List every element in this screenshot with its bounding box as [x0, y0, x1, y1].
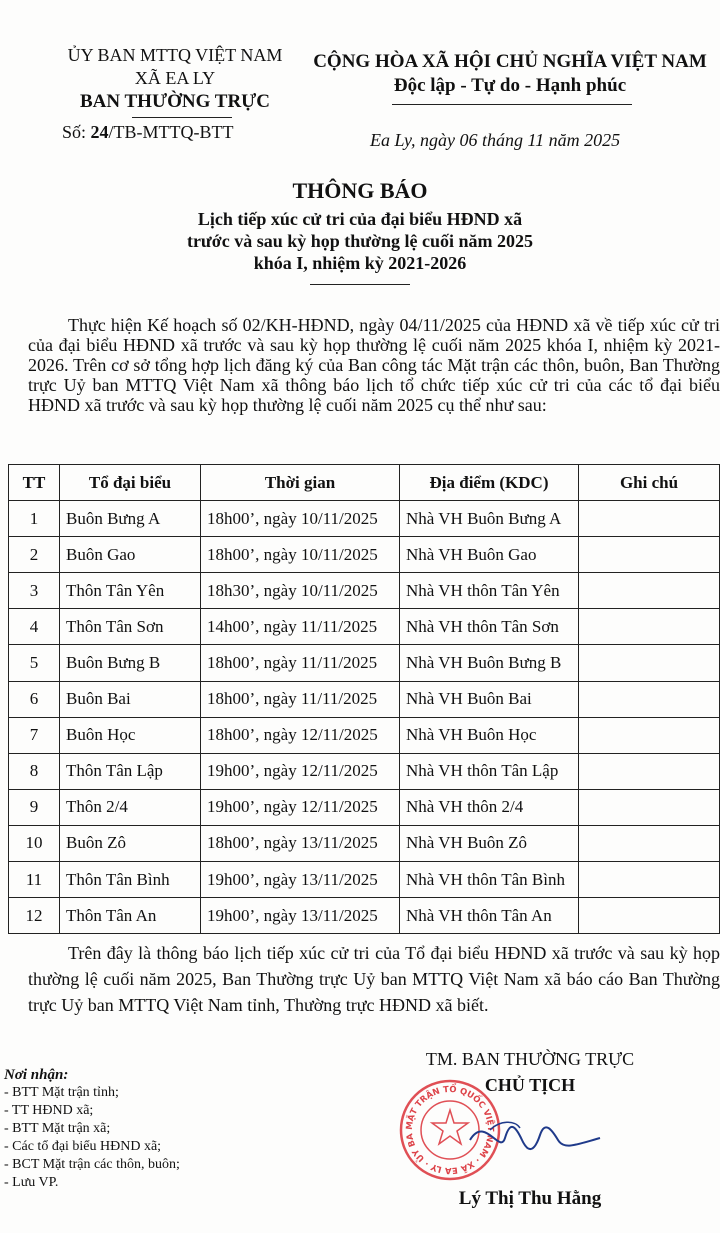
recipient-item: - BTT Mặt trận xã; — [4, 1121, 111, 1136]
cell-tt: 6 — [9, 681, 60, 717]
cell-note — [579, 898, 720, 934]
cell-note — [579, 573, 720, 609]
cell-time: 18h00’, ngày 10/11/2025 — [201, 537, 400, 573]
table-row — [9, 609, 720, 645]
cell-group: Thôn 2/4 — [60, 789, 201, 825]
cell-note — [579, 609, 720, 645]
cell-time: 18h00’, ngày 12/11/2025 — [201, 717, 400, 753]
table-row — [9, 862, 720, 898]
cell-place: Nhà VH Buôn Bưng B — [400, 645, 579, 681]
cell-group: Thôn Tân Sơn — [60, 609, 201, 645]
document-number-value: 24 — [90, 122, 109, 142]
col-header-place: Địa điểm (KDC) — [400, 465, 579, 501]
table-row — [9, 681, 720, 717]
document-title: THÔNG BÁO — [292, 178, 428, 203]
cell-group: Buôn Zô — [60, 825, 201, 861]
cell-time: 14h00’, ngày 11/11/2025 — [201, 609, 400, 645]
table-row — [9, 573, 720, 609]
cell-place: Nhà VH thôn Tân Lập — [400, 753, 579, 789]
subtitle-line-3: khóa I, nhiệm kỳ 2021-2026 — [253, 253, 467, 273]
col-header-group: Tổ đại biểu — [60, 465, 201, 501]
cell-tt: 8 — [9, 753, 60, 789]
schedule-table — [8, 464, 720, 934]
cell-time: 18h30’, ngày 10/11/2025 — [201, 573, 400, 609]
signature-graphic — [460, 1110, 610, 1170]
cell-note — [579, 789, 720, 825]
cell-group: Buôn Học — [60, 717, 201, 753]
table-row — [9, 537, 720, 573]
handwritten-signature — [460, 1110, 610, 1175]
cell-note — [579, 681, 720, 717]
cell-tt: 7 — [9, 717, 60, 753]
motto-underline — [392, 104, 632, 105]
cell-note — [579, 753, 720, 789]
national-heading — [300, 50, 720, 98]
recipient-item: - TT HĐND xã; — [4, 1103, 94, 1118]
cell-time: 19h00’, ngày 13/11/2025 — [201, 898, 400, 934]
table-row — [9, 717, 720, 753]
cell-group: Thôn Tân Lập — [60, 753, 201, 789]
cell-place: Nhà VH thôn Tân Yên — [400, 573, 579, 609]
cell-group: Buôn Bưng B — [60, 645, 201, 681]
cell-place: Nhà VH thôn 2/4 — [400, 789, 579, 825]
national-title: CỘNG HÒA XÃ HỘI CHỦ NGHĨA VIỆT NAM — [313, 51, 707, 72]
cell-time: 18h00’, ngày 10/11/2025 — [201, 501, 400, 537]
table-row — [9, 645, 720, 681]
table-row — [9, 898, 720, 934]
cell-tt: 10 — [9, 825, 60, 861]
cell-tt: 3 — [9, 573, 60, 609]
document-date: Ea Ly, ngày 06 tháng 11 năm 2025 — [370, 130, 621, 150]
cell-note — [579, 501, 720, 537]
cell-place: Nhà VH Buôn Gao — [400, 537, 579, 573]
cell-tt: 11 — [9, 862, 60, 898]
cell-place: Nhà VH thôn Tân Sơn — [400, 609, 579, 645]
recipient-item: - BTT Mặt trận tỉnh; — [4, 1085, 119, 1100]
cell-tt: 5 — [9, 645, 60, 681]
recipients-label: Nơi nhận: — [4, 1067, 69, 1083]
cell-place: Nhà VH thôn Tân An — [400, 898, 579, 934]
cell-tt: 1 — [9, 501, 60, 537]
table-body — [9, 501, 720, 934]
cell-group: Buôn Gao — [60, 537, 201, 573]
recipients-block — [4, 1066, 180, 1192]
svg-text:MẶT TRẬN TỔ QUỐC VIỆT NAM · XÃ: MẶT TRẬN TỔ QUỐC VIỆT NAM · XÃ EA LY · ỦY BA — [404, 1084, 496, 1176]
cell-time: 19h00’, ngày 12/11/2025 — [201, 753, 400, 789]
subtitle-line-2: trước và sau kỳ họp thường lệ cuối năm 2025 — [186, 231, 534, 251]
document-subtitle — [0, 208, 720, 274]
col-header-tt: TT — [9, 465, 60, 501]
cell-note — [579, 862, 720, 898]
cell-time: 19h00’, ngày 12/11/2025 — [201, 789, 400, 825]
cell-note — [579, 717, 720, 753]
cell-note — [579, 825, 720, 861]
subtitle-underline — [310, 284, 410, 285]
cell-time: 19h00’, ngày 13/11/2025 — [201, 862, 400, 898]
cell-tt: 9 — [9, 789, 60, 825]
cell-tt: 4 — [9, 609, 60, 645]
document-number-prefix: Số: — [62, 122, 91, 142]
cell-place: Nhà VH thôn Tân Bình — [400, 862, 579, 898]
cell-tt: 2 — [9, 537, 60, 573]
cell-group: Thôn Tân Yên — [60, 573, 201, 609]
recipient-item: - Lưu VP. — [4, 1175, 59, 1190]
table-row — [9, 825, 720, 861]
cell-group: Buôn Bai — [60, 681, 201, 717]
document-number-suffix: /TB-MTTQ-BTT — [108, 122, 234, 142]
signature-position: CHỦ TỊCH — [484, 1075, 576, 1095]
cell-group: Thôn Tân Bình — [60, 862, 201, 898]
subtitle-line-1: Lịch tiếp xúc cử tri của đại biểu HĐND xã — [197, 209, 523, 229]
cell-place: Nhà VH Buôn Bai — [400, 681, 579, 717]
signer-name: Lý Thị Thu Hằng — [458, 1188, 602, 1209]
table-row — [9, 789, 720, 825]
cell-time: 18h00’, ngày 13/11/2025 — [201, 825, 400, 861]
closing-paragraph: Trên đây là thông báo lịch tiếp xúc cử tri của Tổ đại biểu HĐND xã trước và sau kỳ họp thường lệ cuối năm 2025, Ban Thường trực Uỷ ban MTTQ Việt Nam xã báo cáo Ban Thường trực Uỷ ban MTTQ Việt Nam tỉnh, Thường trực HĐND xã biết. — [28, 943, 720, 1015]
cell-place: Nhà VH Buôn Học — [400, 717, 579, 753]
cell-place: Nhà VH Buôn Zô — [400, 825, 579, 861]
recipient-item: - BCT Mặt trận các thôn, buôn; — [4, 1157, 180, 1172]
cell-note — [579, 645, 720, 681]
cell-place: Nhà VH Buôn Bưng A — [400, 501, 579, 537]
col-header-time: Thời gian — [201, 465, 400, 501]
table-row — [9, 501, 720, 537]
table-row — [9, 753, 720, 789]
issuer-block — [40, 44, 310, 113]
national-motto: Độc lập - Tự do - Hạnh phúc — [393, 75, 627, 96]
cell-group: Thôn Tân An — [60, 898, 201, 934]
issuer-line-2: XÃ EA LY — [134, 68, 216, 88]
cell-time: 18h00’, ngày 11/11/2025 — [201, 681, 400, 717]
issuer-underline — [132, 117, 232, 118]
cell-tt: 12 — [9, 898, 60, 934]
table-header-row — [9, 465, 720, 501]
issuer-line-3: BAN THƯỜNG TRỰC — [79, 91, 271, 112]
cell-note — [579, 537, 720, 573]
col-header-note: Ghi chú — [579, 465, 720, 501]
issuer-line-1: ỦY BAN MTTQ VIỆT NAM — [67, 45, 283, 65]
cell-group: Buôn Bưng A — [60, 501, 201, 537]
document-number — [62, 122, 234, 143]
cell-time: 18h00’, ngày 11/11/2025 — [201, 645, 400, 681]
signature-org: TM. BAN THƯỜNG TRỰC — [425, 1049, 635, 1069]
intro-paragraph: Thực hiện Kế hoạch số 02/KH-HĐND, ngày 04/11/2025 của HĐND xã về tiếp xúc cử tri của đại biểu HĐND xã trước và sau kỳ họp thường lệ cuối năm 2025 khóa I, nhiệm kỳ 2021-2026. Trên cơ sở tổng hợp lịch đăng ký của Ban công tác Mặt trận các thôn, buôn, Ban Thường trực Uỷ ban MTTQ Việt Nam xã thông báo lịch tổ chức tiếp xúc cử tri của các tổ đại biểu HĐND xã trước và sau kỳ họp thường lệ cuối năm 2025 cụ thể như sau: — [28, 315, 720, 415]
recipient-item: - Các tổ đại biểu HĐND xã; — [4, 1139, 162, 1154]
